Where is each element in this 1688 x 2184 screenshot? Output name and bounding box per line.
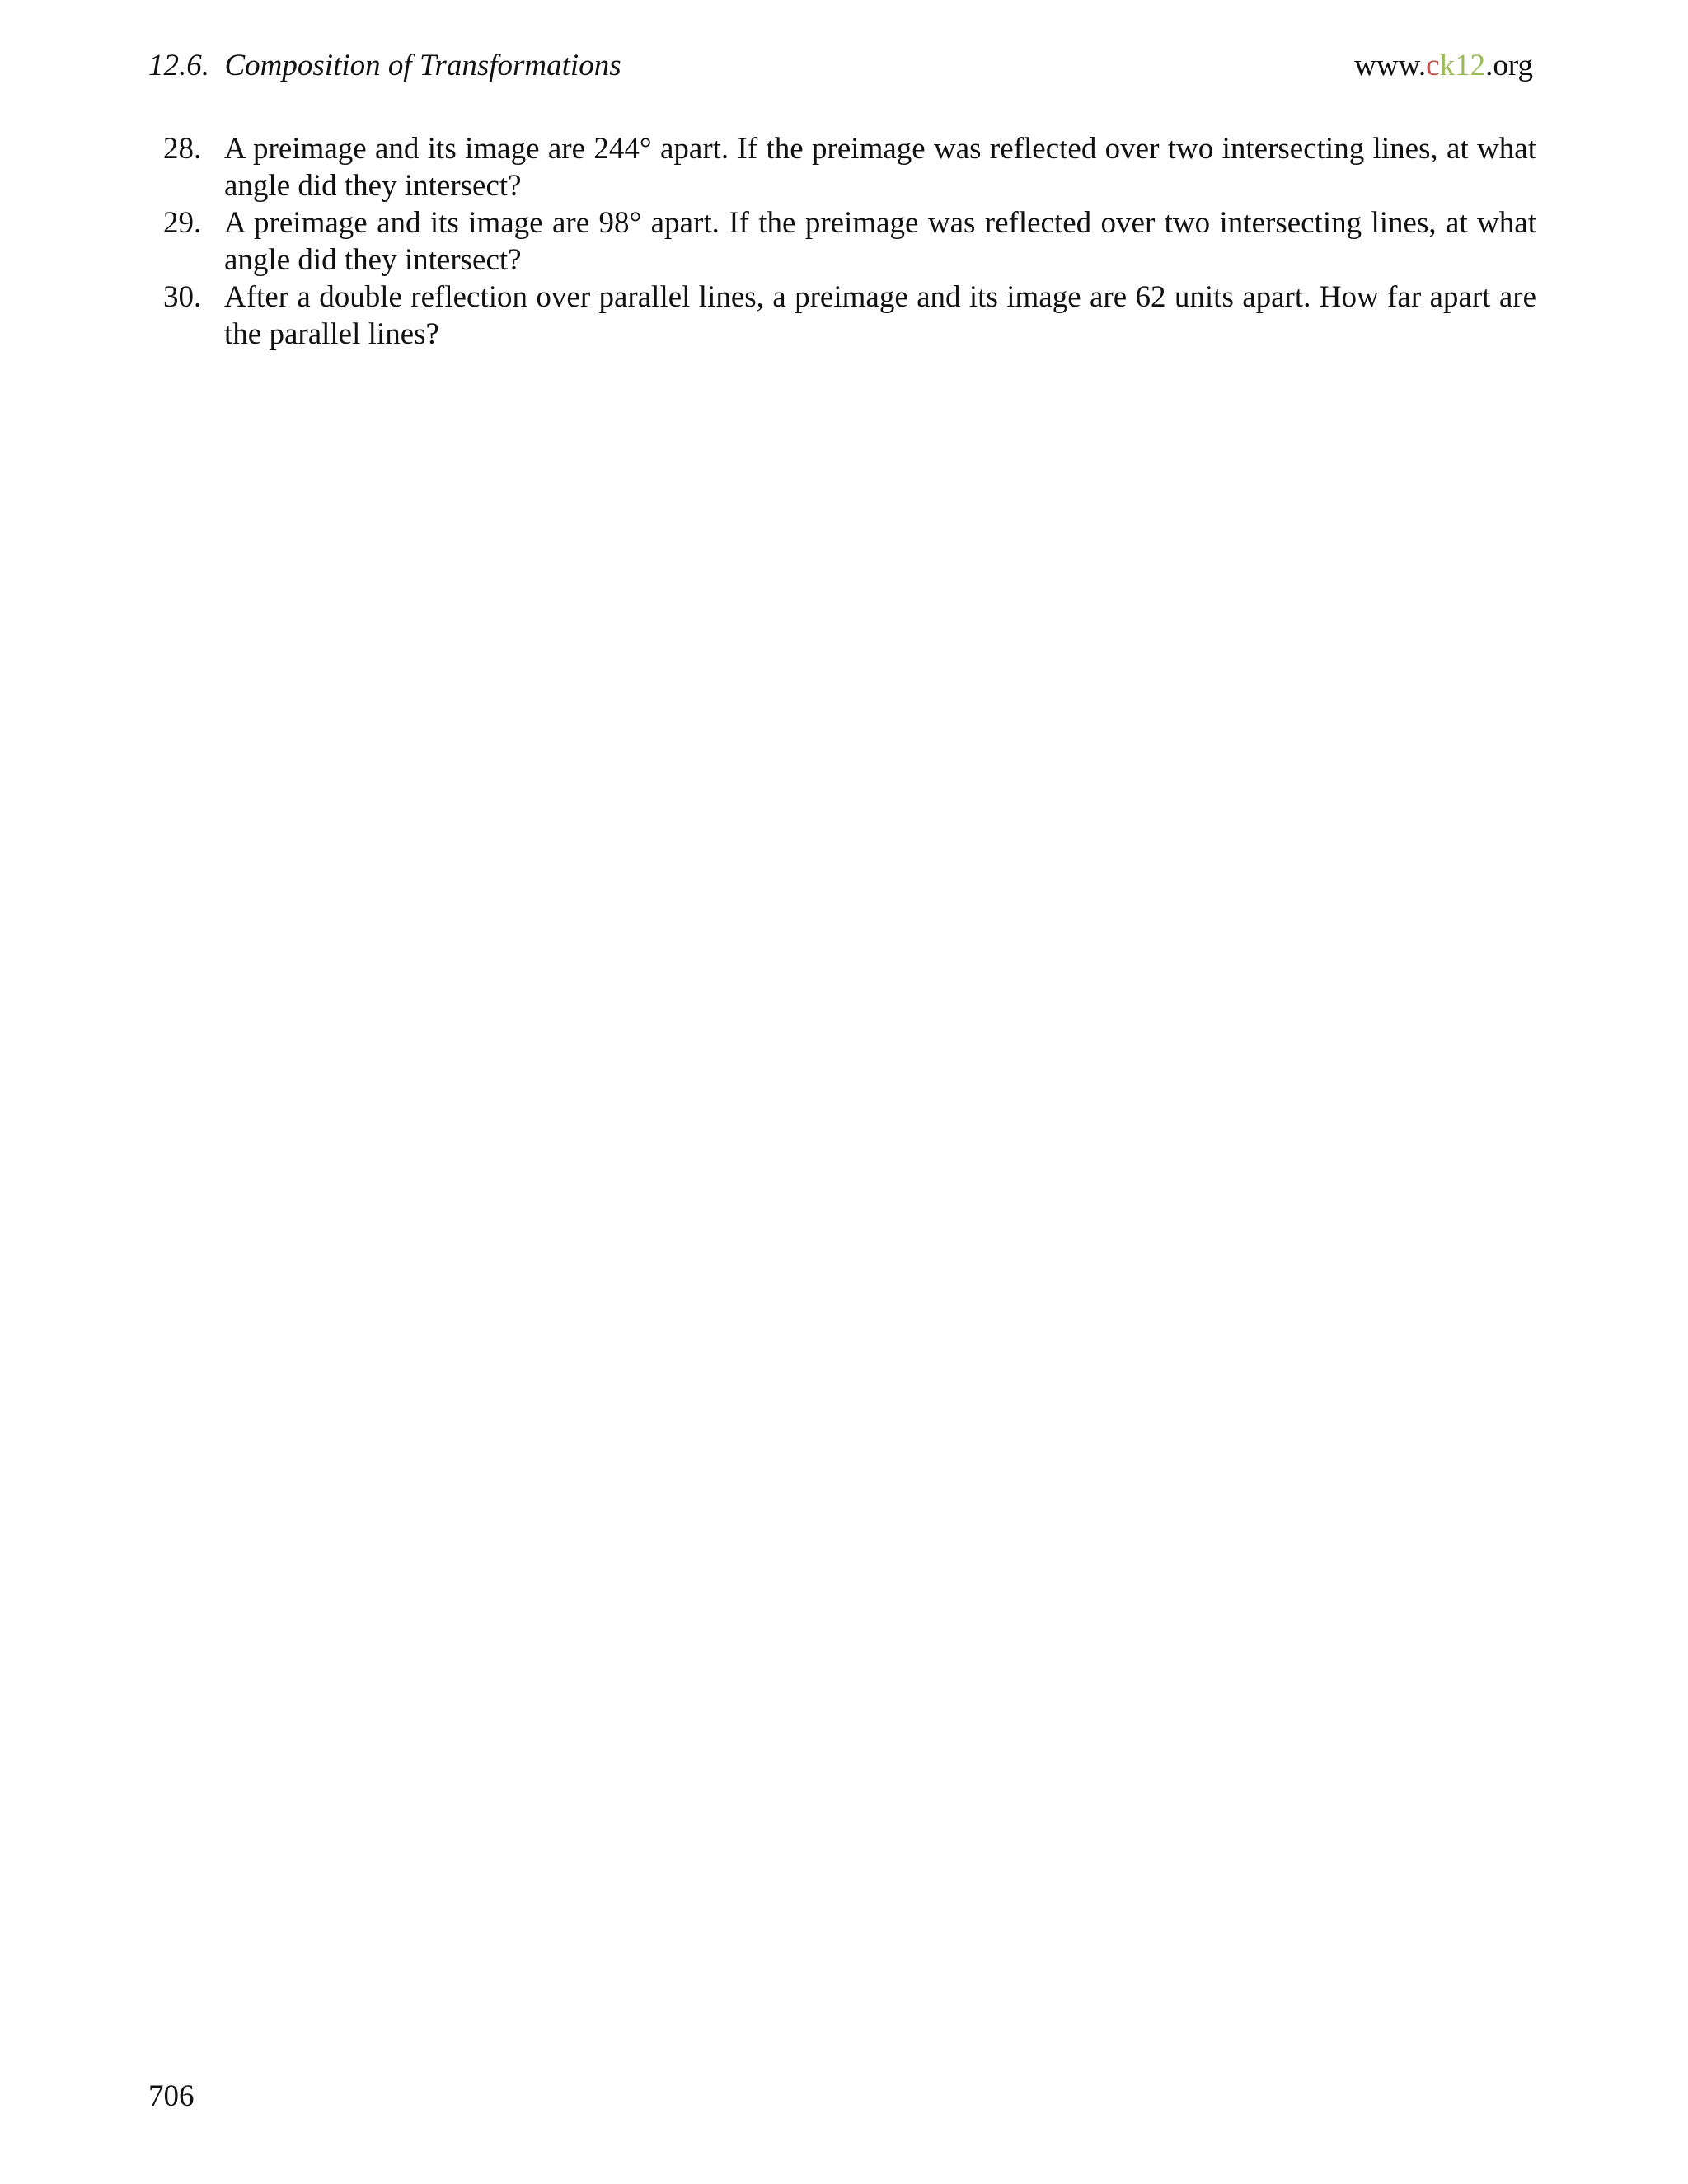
website-prefix: www. <box>1354 49 1427 82</box>
section-title: 12.6. Composition of Transformations <box>148 49 621 82</box>
website-logo-k: k <box>1439 49 1456 82</box>
problem-text: A preimage and its image are 98° apart. If the preimage was reflected over two intersecting lines, at what angle did they intersect? <box>224 206 1536 277</box>
page-number: 706 <box>148 2079 195 2113</box>
website-logo-c: c <box>1426 49 1440 82</box>
problem-item <box>163 204 1536 279</box>
problem-text: A preimage and its image are 244° apart. If the preimage was reflected over two intersecting lines, at what angle did they intersect? <box>224 132 1536 203</box>
problem-text: After a double reflection over parallel lines, a preimage and its image are 62 units apart. How far apart are the parallel lines? <box>224 280 1536 351</box>
problem-number: 28. <box>163 132 202 166</box>
problem-item <box>163 279 1536 353</box>
problem-item <box>163 130 1536 204</box>
problem-number: 30. <box>163 280 202 314</box>
website-link[interactable] <box>1354 48 1533 83</box>
website-logo-12: 12 <box>1455 49 1486 82</box>
problem-list <box>163 130 1536 353</box>
page-header <box>148 48 1540 89</box>
website-suffix: .org <box>1485 49 1533 82</box>
problem-number: 29. <box>163 206 202 240</box>
